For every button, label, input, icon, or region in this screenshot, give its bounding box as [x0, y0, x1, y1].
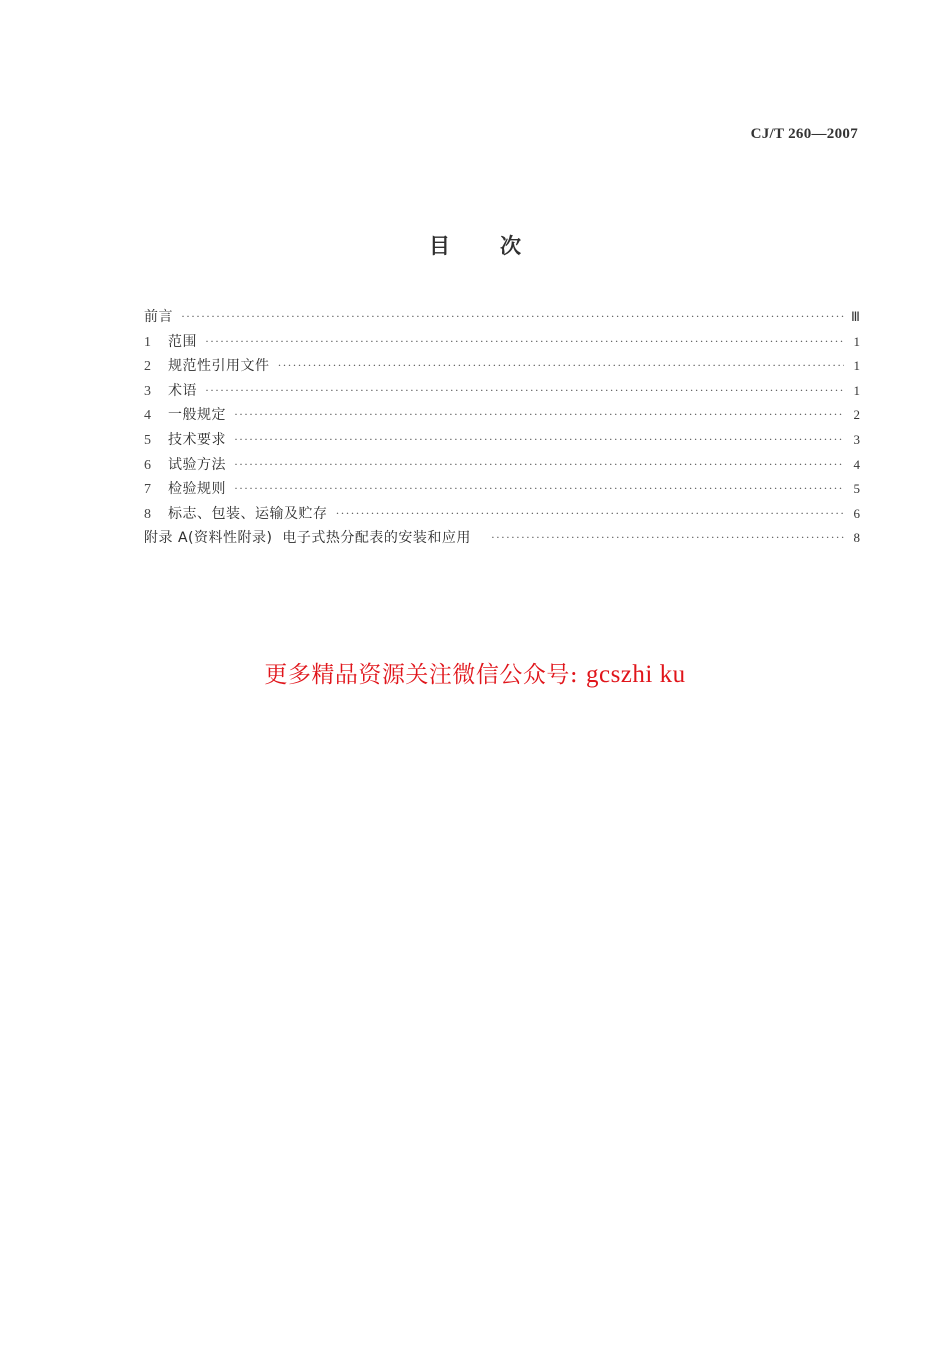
toc-entry-label: 试验方法 [168, 456, 226, 473]
toc-entry-1[interactable] [144, 330, 860, 355]
toc-leader-dots [234, 476, 844, 501]
toc-entry-page: 1 [853, 333, 860, 349]
toc-entry-appendix-a[interactable] [144, 526, 860, 551]
toc-entry-page: 8 [853, 530, 860, 546]
toc-entry-label: 范围 [168, 333, 197, 350]
document-code: CJ/T 260—2007 [750, 126, 858, 142]
toc-entry-3[interactable] [144, 379, 860, 404]
toc-entry-2[interactable] [144, 354, 860, 379]
toc-entry-label: 一般规定 [168, 407, 226, 424]
toc-entry-8[interactable] [144, 502, 860, 527]
toc-entry-page: 1 [853, 382, 860, 398]
toc-entry-5[interactable] [144, 428, 860, 453]
toc-entry-7[interactable] [144, 477, 860, 502]
toc-entry-page: 1 [853, 358, 860, 374]
toc-entry-number: 4 [144, 408, 151, 424]
toc-leader-dots [234, 452, 844, 477]
toc-entry-label: 前言 [144, 309, 173, 325]
toc-entry-label: 附录 A(资料性附录) 电子式热分配表的安装和应用 [144, 530, 471, 547]
toc-entry-page: 4 [853, 456, 860, 472]
toc-entry-6[interactable] [144, 453, 860, 478]
promo-handle: gcszhi ku [585, 661, 686, 688]
toc-leader-dots [234, 427, 844, 452]
toc-entry-label: 规范性引用文件 [168, 358, 270, 375]
toc-entry-page: 2 [853, 407, 860, 423]
promo-banner [0, 656, 950, 689]
toc-entry-number: 1 [144, 334, 151, 350]
toc-leader-dots [234, 402, 844, 427]
toc-entry-number: 2 [144, 359, 151, 375]
toc-title-part1: 目 [429, 234, 450, 258]
toc-entry-4[interactable] [144, 403, 860, 428]
toc-leader-dots [278, 353, 845, 378]
toc-leader-dots [491, 525, 844, 550]
toc-entry-page: 3 [853, 431, 860, 447]
toc-title [0, 230, 950, 260]
toc-entry-foreword[interactable] [144, 305, 860, 330]
toc-title-part2: 次 [500, 234, 521, 258]
table-of-contents [144, 305, 860, 551]
toc-leader-dots [181, 304, 844, 329]
toc-leader-dots [205, 329, 844, 354]
toc-entry-label: 标志、包装、运输及贮存 [168, 505, 328, 522]
promo-text: 更多精品资源关注微信公众号: [264, 662, 586, 688]
toc-entry-number: 6 [144, 457, 151, 473]
toc-entry-label: 术语 [168, 382, 197, 399]
toc-entry-page: 5 [853, 481, 860, 497]
toc-entry-label: 技术要求 [168, 431, 226, 448]
toc-leader-dots [205, 378, 844, 403]
toc-entry-label: 检验规则 [168, 481, 226, 498]
toc-entry-page: 6 [853, 505, 860, 521]
toc-entry-page: Ⅲ [851, 309, 860, 324]
toc-entry-number: 7 [144, 482, 151, 498]
toc-leader-dots [336, 501, 845, 526]
toc-entry-number: 3 [144, 383, 151, 399]
toc-entry-number: 5 [144, 432, 151, 448]
toc-entry-number: 8 [144, 506, 151, 522]
